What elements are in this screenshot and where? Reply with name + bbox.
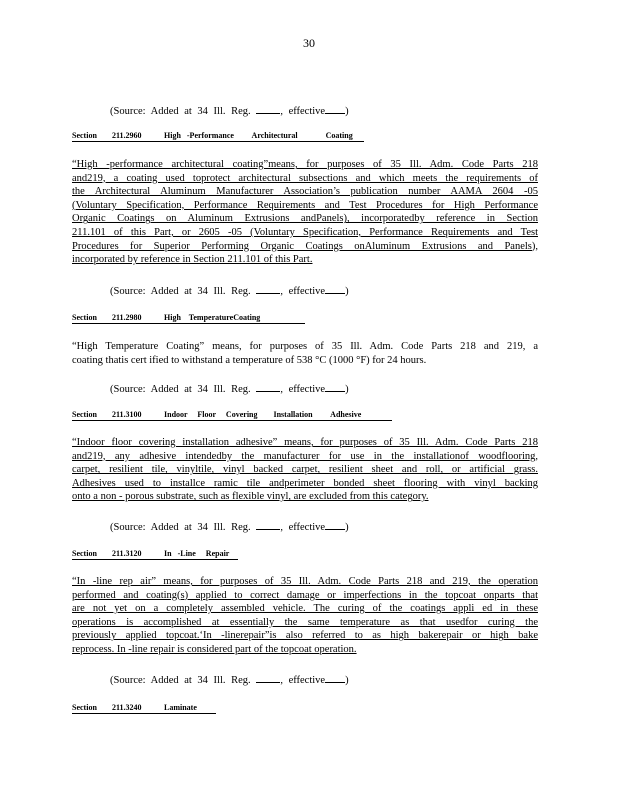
source-note: (Source: Added at 34 Ill. Reg. , effective ) — [110, 522, 349, 533]
blank-line — [325, 673, 345, 683]
section-heading: Section 211.3240 Laminate — [72, 703, 216, 714]
paragraph-line: Procedures for Superior Performing Organic Coatings onAluminum Extrusions and Panels), — [72, 240, 538, 252]
blank-line — [325, 520, 345, 530]
section-heading: Section 211.2960 High -Performance Architectural Coating — [72, 131, 364, 142]
blank-line — [256, 104, 280, 114]
paragraph-line: 211.101 of this Part, or 2605 -05 (Voluntary Specification, Performance Requirements and Test — [72, 226, 538, 238]
source-note: (Source: Added at 34 Ill. Reg. , effective ) — [110, 106, 349, 117]
definition-paragraph — [72, 436, 538, 504]
paragraph-line: “Indoor floor covering installation adhesive” means, for purposes of 35 Ill. Adm. Code Parts 218 — [72, 437, 538, 448]
blank-line — [256, 284, 280, 294]
definition-paragraph — [72, 575, 538, 657]
definition-paragraph — [72, 340, 538, 367]
source-note: (Source: Added at 34 Ill. Reg. , effective ) — [110, 384, 349, 395]
section-heading: Section 211.3120 In -Line Repair — [72, 549, 238, 560]
paragraph-line: are not yet on a completely assembled vehicle. The curing of the coatings appli ed in these — [72, 603, 538, 615]
blank-line — [256, 382, 280, 392]
paragraph-line: Adhesives used to installce ramic tile andperimeter bonded sheet flooring with vinyl backing — [72, 477, 538, 489]
blank-line — [325, 104, 345, 114]
paragraph-line: incorporated by reference in Section 211.101 of this Part. — [72, 254, 313, 266]
paragraph-line: performed and coating(s) applied to correct damage or imperfections in the topcoat onparts that — [72, 589, 538, 601]
paragraph-line: previously applied topcoat.‘In -linerepair”is also referred to as high bakerepair or high bake — [72, 630, 538, 642]
source-note: (Source: Added at 34 Ill. Reg. , effective ) — [110, 286, 349, 297]
paragraph-line: the Architectural Aluminum Manufacturer Association’s publication number AAMA 2604 -05 — [72, 186, 538, 198]
blank-line — [256, 673, 280, 683]
paragraph-line: and219, a coating used toprotect architectural subsections and which meets the requirements of — [72, 172, 538, 184]
paragraph-line: reprocess. In -line repair is considered part of the topcoat operation. — [72, 643, 357, 655]
paragraph-line: coating thatis cert ified to withstand a temperature of 538 °C (1000 °F) for 24 hours. — [72, 354, 427, 366]
paragraph-line: “High Temperature Coating” means, for purposes of 35 Ill. Adm. Code Parts 218 and 219, a — [72, 341, 538, 352]
paragraph-line: (Voluntary Specification, Performance Requirements and Test Procedures for High Performance — [72, 199, 538, 211]
paragraph-line: “High -performance architectural coating”means, for purposes of 35 Ill. Adm. Code Parts 218 — [72, 159, 538, 170]
paragraph-line: operations is accomplished at essentially the same temperature as that usedfor curing the — [72, 616, 538, 628]
section-heading: Section 211.2980 High TemperatureCoating — [72, 313, 305, 324]
source-note: (Source: Added at 34 Ill. Reg. , effective ) — [110, 675, 349, 686]
page-number: 30 — [303, 36, 315, 50]
paragraph-line: and219, any adhesive intendedby the manufacturer for use in the installationof woodflooring, — [72, 450, 538, 462]
blank-line — [256, 520, 280, 530]
paragraph-line: “In -line rep air” means, for purposes of 35 Ill. Adm. Code Parts 218 and 219, the operation — [72, 576, 538, 587]
paragraph-line: carpet, resilient tile, vinyltile, vinyl backed carpet, resilient sheet and roll, or artificial grass. — [72, 464, 538, 476]
paragraph-line: onto a non - porous substrate, such as flexible vinyl, are excluded from this category. — [72, 491, 429, 503]
blank-line — [325, 284, 345, 294]
paragraph-line: Organic Coatings on Aluminum Extrusions andPanels), incorporatedby reference in Section — [72, 213, 538, 225]
section-heading: Section 211.3100 Indoor Floor Covering Installation Adhesive — [72, 410, 392, 421]
definition-paragraph — [72, 158, 538, 267]
blank-line — [325, 382, 345, 392]
